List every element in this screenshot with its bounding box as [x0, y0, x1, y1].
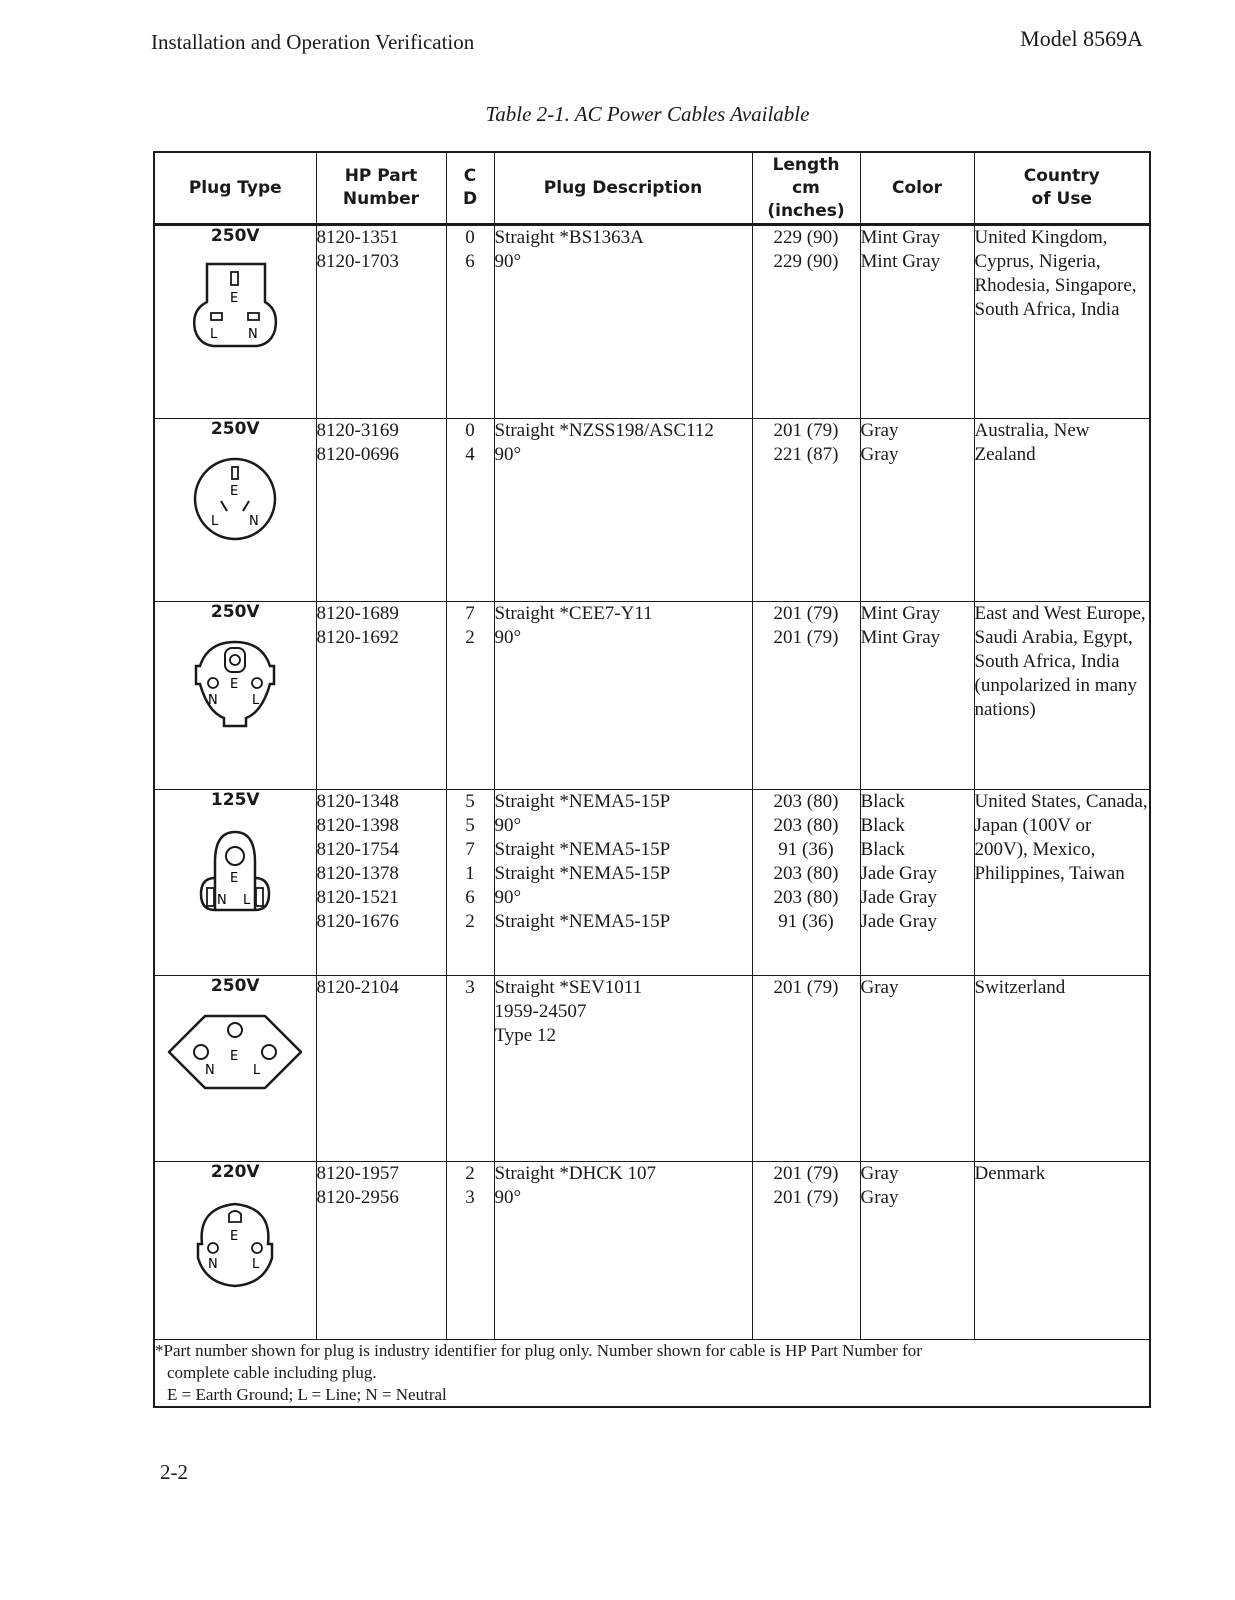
header-length: Length cm (inches) [752, 152, 860, 225]
table-caption: Table 2-1. AC Power Cables Available [485, 102, 810, 126]
plug-type-cell [154, 602, 316, 790]
length-cell: 229 (90) 229 (90) [752, 225, 860, 419]
bs1363-plug-icon [185, 258, 285, 350]
color-cell: Gray Gray [860, 1162, 974, 1340]
voltage-label: 220V [210, 1162, 260, 1182]
header-cd: C D [446, 152, 494, 225]
color-cell: Mint Gray Mint Gray [860, 225, 974, 419]
part-number-cell: 8120-1957 8120-2956 [316, 1162, 446, 1340]
length-cell: 201 (79) [752, 976, 860, 1162]
voltage-label: 250V [210, 976, 260, 996]
header-plug-description: Plug Description [494, 152, 752, 225]
length-cell: 201 (79) 221 (87) [752, 419, 860, 602]
part-number-cell: 8120-2104 [316, 976, 446, 1162]
plug-type-cell [154, 1162, 316, 1340]
length-cell: 203 (80) 203 (80) 91 (36) 203 (80) 203 (80) 91 (36) [752, 790, 860, 976]
voltage-label: 250V [210, 602, 260, 622]
voltage-label: 250V [210, 419, 260, 439]
swiss-plug-icon [165, 1008, 305, 1092]
plug-description-cell: Straight *SEV1011 1959-24507 Type 12 [494, 976, 752, 1162]
earth-label: E [230, 1049, 239, 1064]
color-cell: Mint Gray Mint Gray [860, 602, 974, 790]
earth-label: E [230, 484, 239, 499]
cd-cell: 0 6 [446, 225, 494, 419]
voltage-label: 125V [210, 790, 260, 810]
part-number-cell: 8120-1348 8120-1398 8120-1754 8120-1378 8120-1521 8120-1676 [316, 790, 446, 976]
neutral-label: N [249, 514, 259, 529]
table-row [154, 419, 1150, 602]
table-row [154, 790, 1150, 976]
plug-type-cell [154, 419, 316, 602]
plug-type-cell [154, 976, 316, 1162]
australian-plug-icon [185, 451, 285, 543]
danish-plug-icon [180, 1194, 290, 1290]
country-cell: Switzerland [974, 976, 1150, 1162]
schuko-plug-icon [180, 634, 290, 730]
plug-description-cell: Straight *DHCK 107 90° [494, 1162, 752, 1340]
color-cell: Gray [860, 976, 974, 1162]
header-color: Color [860, 152, 974, 225]
color-cell: Gray Gray [860, 419, 974, 602]
neutral-label: N [248, 327, 258, 342]
part-number-cell: 8120-1351 8120-1703 [316, 225, 446, 419]
plug-description-cell: Straight *BS1363A 90° [494, 225, 752, 419]
cd-cell: 3 [446, 976, 494, 1162]
line-label: L [210, 327, 218, 342]
running-header-title: Installation and Operation Verification [151, 30, 475, 54]
cd-cell: 7 2 [446, 602, 494, 790]
cd-cell: 5 5 7 1 6 2 [446, 790, 494, 976]
neutral-label: N [205, 1063, 215, 1078]
header-hp-part-number: HP Part Number [316, 152, 446, 225]
line-label: L [252, 1257, 260, 1272]
country-cell: East and West Europe, Saudi Arabia, Egypt, South Africa, India (unpolarized in many nations) [974, 602, 1150, 790]
plug-description-cell: Straight *CEE7-Y11 90° [494, 602, 752, 790]
plug-type-cell [154, 225, 316, 419]
country-cell: United States, Canada, Japan (100V or 200V), Mexico, Philippines, Taiwan [974, 790, 1150, 976]
footnote-row [154, 1340, 1150, 1408]
ac-power-cables-table [153, 151, 1151, 1408]
header-country-of-use: Country of Use [974, 152, 1150, 225]
length-cell: 201 (79) 201 (79) [752, 1162, 860, 1340]
running-header-model: Model 8569A [1020, 26, 1143, 51]
line-label: L [252, 693, 260, 708]
table-row [154, 976, 1150, 1162]
part-number-cell: 8120-3169 8120-0696 [316, 419, 446, 602]
country-cell: Denmark [974, 1162, 1150, 1340]
country-cell: Australia, New Zealand [974, 419, 1150, 602]
cd-cell: 2 3 [446, 1162, 494, 1340]
length-cell: 201 (79) 201 (79) [752, 602, 860, 790]
earth-label: E [230, 1229, 239, 1244]
table-row [154, 602, 1150, 790]
voltage-label: 250V [210, 226, 260, 246]
plug-description-cell: Straight *NEMA5-15P 90° Straight *NEMA5-15P Straight *NEMA5-15P 90° Straight *NEMA5-15P [494, 790, 752, 976]
line-label: L [211, 514, 219, 529]
header-plug-type: Plug Type [154, 152, 316, 225]
nema-plug-icon [185, 822, 285, 922]
table-row [154, 225, 1150, 419]
neutral-label: N [208, 693, 218, 708]
table-row [154, 1162, 1150, 1340]
cd-cell: 0 4 [446, 419, 494, 602]
earth-label: E [230, 291, 239, 306]
plug-type-cell [154, 790, 316, 976]
color-cell: Black Black Black Jade Gray Jade Gray Jade Gray [860, 790, 974, 976]
earth-label: E [230, 677, 239, 692]
neutral-label: N [217, 893, 227, 908]
table-footnote: *Part number shown for plug is industry identifier for plug only. Number shown for cable is HP Part Number for complete cable including plug. E = Earth Ground; L = Line; N = Neutral [154, 1340, 1150, 1408]
table-header-row [154, 152, 1150, 225]
part-number-cell: 8120-1689 8120-1692 [316, 602, 446, 790]
line-label: L [243, 893, 251, 908]
plug-description-cell: Straight *NZSS198/ASC112 90° [494, 419, 752, 602]
line-label: L [253, 1063, 261, 1078]
neutral-label: N [208, 1257, 218, 1272]
country-cell: United Kingdom, Cyprus, Nigeria, Rhodesia, Singapore, South Africa, India [974, 225, 1150, 419]
earth-label: E [230, 871, 239, 886]
page-number: 2-2 [160, 1460, 188, 1484]
